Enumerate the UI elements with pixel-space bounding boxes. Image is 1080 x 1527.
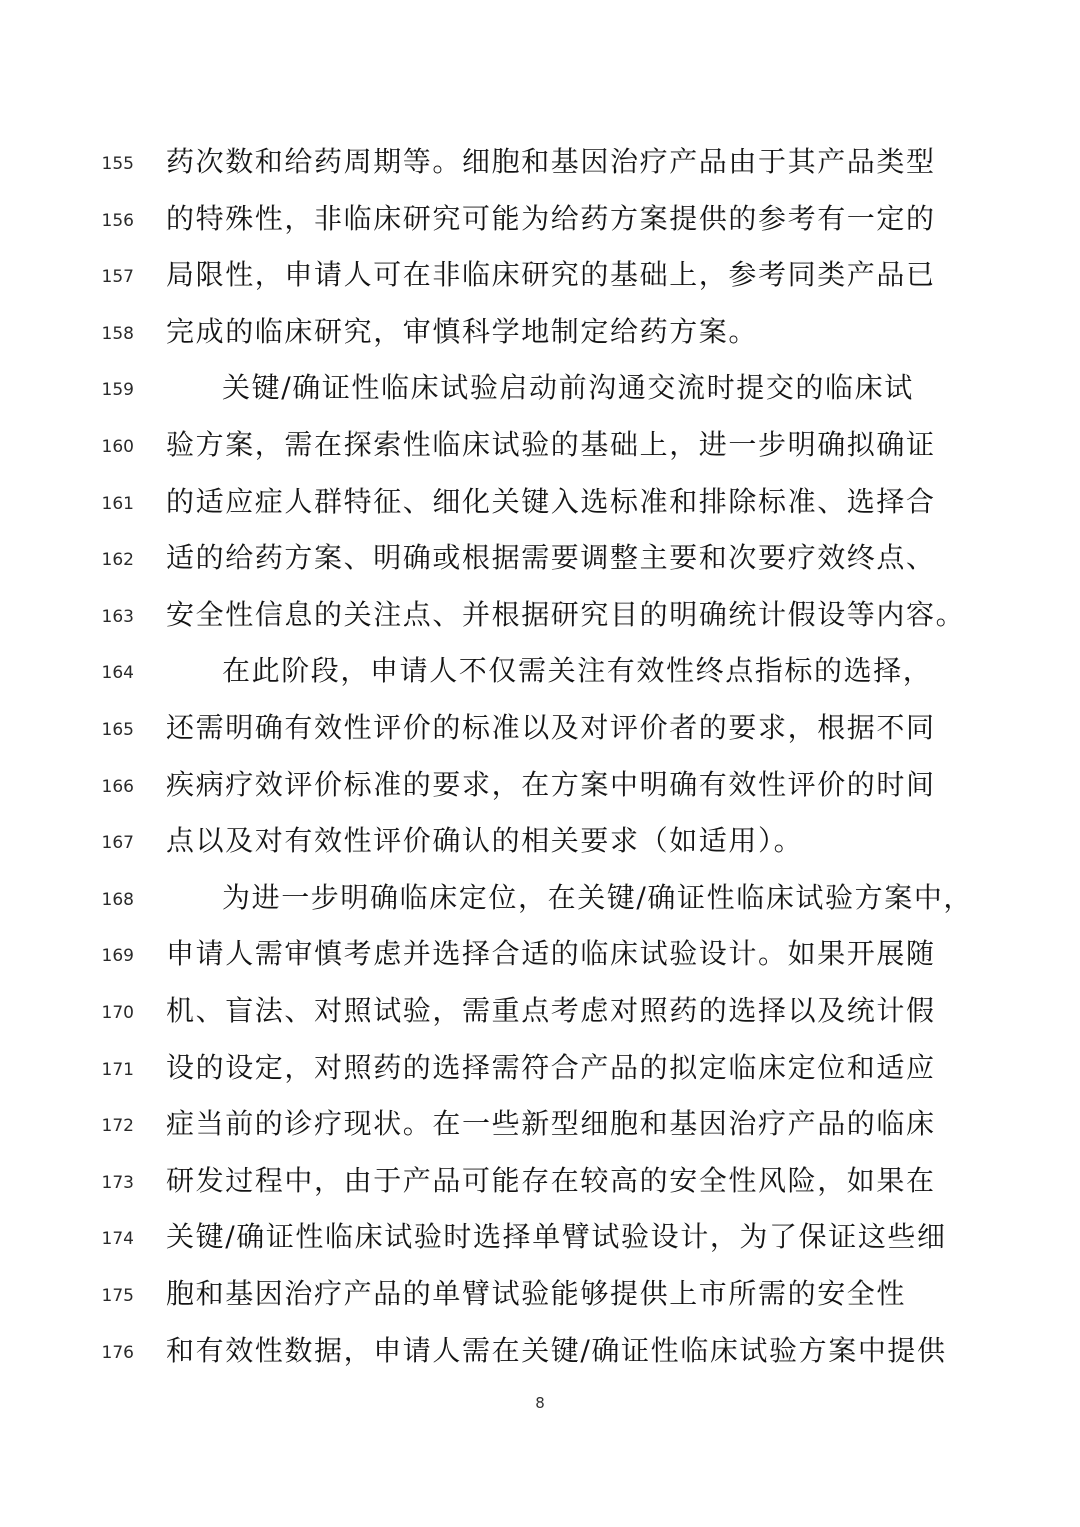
line-text: 研发过程中，由于产品可能存在较高的安全性风险，如果在 [166, 1163, 936, 1197]
text-line [0, 421, 1080, 477]
line-number: 165 [101, 720, 134, 740]
line-text: 机、盲法、对照试验，需重点考虑对照药的选择以及统计假 [166, 994, 936, 1027]
line-number: 162 [101, 550, 134, 571]
line-number: 156 [101, 210, 134, 231]
line-text: 的特殊性，非临床研究可能为给药方案提供的参考有一定的 [166, 201, 936, 235]
line-number: 170 [101, 1003, 134, 1023]
text-line [0, 591, 1080, 647]
text-line [0, 195, 1080, 251]
text-line [0, 251, 1080, 307]
line-text: 完成的临床研究，审慎科学地制定给药方案。 [166, 314, 759, 348]
line-text: 胞和基因治疗产品的单臂试验能够提供上市所需的安全性 [166, 1277, 907, 1310]
line-number: 158 [101, 323, 134, 344]
text-line [0, 704, 1080, 760]
line-text: 适的给药方案、明确或根据需要调整主要和次要疗效终点、 [166, 541, 936, 575]
line-text: 关键/确证性临床试验启动前沟通交流时提交的临床试 [222, 371, 914, 405]
line-text: 关键/确证性临床试验时选择单臂试验设计，为了保证这些细 [166, 1220, 947, 1254]
line-number: 163 [101, 606, 134, 627]
line-number: 173 [101, 1172, 134, 1193]
text-line [0, 308, 1080, 364]
text-line [0, 761, 1080, 817]
text-line [0, 647, 1080, 703]
text-line [0, 930, 1080, 986]
line-number: 176 [101, 1342, 134, 1363]
line-text: 申请人需审慎考虑并选择合适的临床试验设计。如果开展随 [166, 937, 936, 971]
page-number: 8 [535, 1394, 545, 1412]
text-line [0, 817, 1080, 873]
line-number: 168 [101, 889, 134, 910]
line-text: 症当前的诊疗现状。在一些新型细胞和基因治疗产品的临床 [166, 1107, 936, 1141]
line-text: 点以及对有效性评价确认的相关要求（如适用）。 [166, 824, 804, 858]
text-line [0, 138, 1080, 194]
text-line [0, 987, 1080, 1043]
line-text: 还需明确有效性评价的标准以及对评价者的要求，根据不同 [166, 711, 936, 744]
line-number: 166 [101, 776, 134, 797]
line-text: 设的设定，对照药的选择需符合产品的拟定临床定位和适应 [166, 1050, 936, 1084]
text-line [0, 1270, 1080, 1326]
line-number: 175 [101, 1286, 134, 1306]
line-number: 157 [101, 267, 134, 288]
text-line [0, 874, 1080, 930]
line-text: 验方案，需在探索性临床试验的基础上，进一步明确拟确证 [166, 428, 936, 461]
line-number: 159 [101, 380, 134, 401]
line-number: 169 [101, 946, 134, 967]
text-line [0, 478, 1080, 534]
line-number: 172 [101, 1116, 134, 1137]
line-text: 药次数和给药周期等。细胞和基因治疗产品由于其产品类型 [166, 145, 936, 178]
text-line [0, 1157, 1080, 1213]
line-number: 160 [101, 437, 134, 457]
text-line [0, 1044, 1080, 1100]
text-line [0, 534, 1080, 590]
line-number: 161 [101, 493, 134, 514]
line-text: 安全性信息的关注点、并根据研究目的明确统计假设等内容。 [166, 597, 966, 631]
text-line [0, 1327, 1080, 1383]
line-text: 为进一步明确临床定位，在关键/确证性临床试验方案中， [222, 880, 974, 914]
line-text: 和有效性数据，申请人需在关键/确证性临床试验方案中提供 [166, 1333, 947, 1367]
line-number: 155 [101, 154, 134, 174]
line-number: 171 [101, 1059, 134, 1080]
text-line [0, 1213, 1080, 1269]
text-line [0, 364, 1080, 420]
line-text: 在此阶段，申请人不仅需关注有效性终点指标的选择， [222, 654, 933, 688]
line-text: 局限性，申请人可在非临床研究的基础上，参考同类产品已 [166, 258, 936, 292]
line-text: 疾病疗效评价标准的要求，在方案中明确有效性评价的时间 [166, 767, 936, 801]
text-line [0, 1100, 1080, 1156]
line-text: 的适应症人群特征、细化关键入选标准和排除标准、选择合 [166, 484, 936, 518]
line-number: 164 [101, 663, 134, 684]
line-number: 167 [101, 833, 134, 854]
line-number: 174 [101, 1229, 134, 1250]
